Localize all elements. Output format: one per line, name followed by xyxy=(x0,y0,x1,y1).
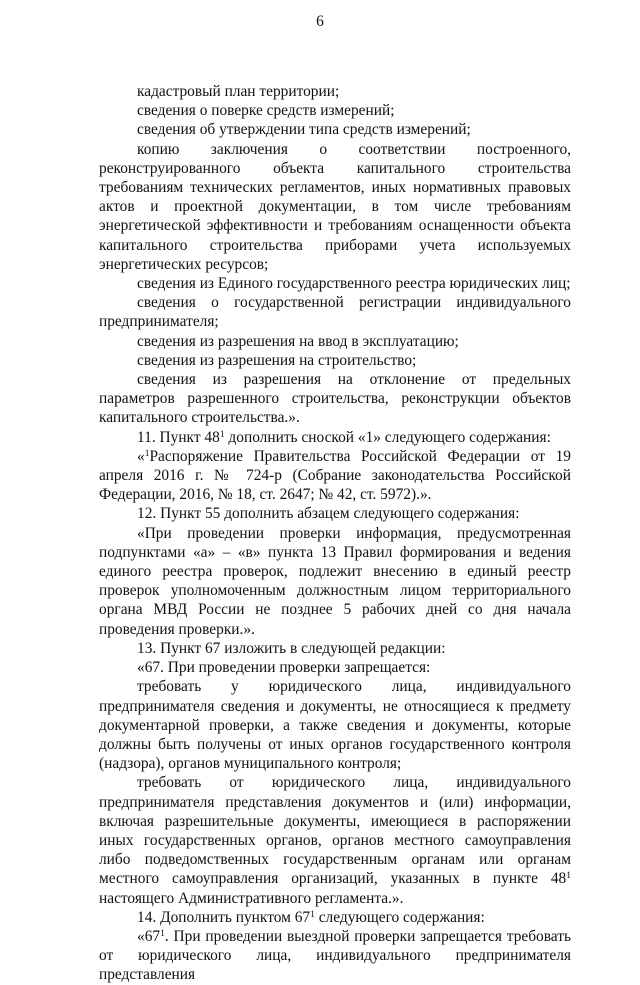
paragraph: сведения о поверке средств измерений; xyxy=(137,102,395,120)
paragraph xyxy=(99,908,571,927)
paragraph: сведения из разрешения на отклонение от предельных параметров разрешенного строительства, реконструкции объектов капитального строительства.». xyxy=(99,371,571,427)
paragraph: сведения из Единого государственного реестра юридических лиц; xyxy=(137,275,571,293)
paragraph: «При проведении проверки информация, предусмотренная подпунктами «а» – «в» пункта 13 Правил формирования и ведения единого реестра проверок, подлежит внесению в единый реестр проверок уполномоченным должностным лицом территориального органа МВД России не позднее 5 рабочих дней со дня начала проведения проверки.». xyxy=(99,524,571,638)
superscript: 1 xyxy=(219,428,225,440)
paragraph-text: требовать от юридического лица, индивидуального предпринимателя представления документов и (или) информации, включая разрешительные документы, имеющиеся в распоряжении иных государственных органов, органов местного самоуправления либо подведомственных государственным органам или органам местного самоуправления организаций, указанных в пункте 48 xyxy=(99,774,571,888)
paragraph xyxy=(99,773,571,907)
paragraph: сведения из разрешения на ввод в эксплуатацию; xyxy=(137,332,459,350)
paragraph-text: настоящего Административного регламента.». xyxy=(99,889,404,907)
paragraph-text: Распоряжение Правительства Российской Федерации от 19 апреля 2016 г. № 724-р (Собрание законодательства Российской Федерации, 2016, № 18, ст. 2647; № 42, ст. 5972).». xyxy=(99,447,571,504)
page-number: 6 xyxy=(316,13,324,30)
paragraph-text: «67 xyxy=(137,927,161,945)
paragraph-text: следующего содержания: xyxy=(314,908,485,926)
paragraph: сведения о государственной регистрации индивидуального предпринимателя; xyxy=(99,294,571,331)
paragraph: требовать у юридического лица, индивидуального предпринимателя сведения и документы, не относящиеся к предмету документарной проверки, а также сведения и документы, которые должны быть получены от иных органов государственного контроля (надзора), органов муниципального контроля; xyxy=(99,678,571,773)
paragraph-text: « xyxy=(137,447,145,465)
paragraph: кадастровый план территории; xyxy=(137,83,340,100)
paragraph xyxy=(99,447,571,505)
paragraph-text: . При проведении выездной проверки запрещается требовать от юридического лица, индивидуального предпринимателя представления xyxy=(99,927,571,984)
paragraph xyxy=(99,927,571,985)
superscript: 1 xyxy=(310,908,315,920)
paragraph: сведения из разрешения на строительство; xyxy=(137,351,417,369)
paragraph xyxy=(99,428,571,447)
paragraph: «67. При проведении проверки запрещается: xyxy=(137,659,431,677)
paragraph-text: дополнить сноской «1» следующего содержания: xyxy=(224,428,551,446)
document-body xyxy=(99,82,571,985)
superscript: 1 xyxy=(566,870,571,882)
paragraph-text: 14. Дополнить пунктом 67 xyxy=(137,908,311,926)
superscript: 1 xyxy=(160,927,165,939)
paragraph: копию заключения о соответствии построенного, реконструированного объекта капитального строительства требованиям технических регламентов, иных нормативных правовых актов и проектной документации, в том числе требованиям энергетической эффективности и требованиям оснащенности объекта капитального строительства приборами учета используемых энергетических ресурсов; xyxy=(99,140,571,273)
paragraph: 12. Пункт 55 дополнить абзацем следующего содержания: xyxy=(137,505,520,523)
paragraph: 13. Пункт 67 изложить в следующей редакции: xyxy=(137,639,446,657)
paragraph: сведения об утверждении типа средств измерений; xyxy=(137,121,471,139)
superscript: 1 xyxy=(144,447,150,459)
paragraph-text: 11. Пункт 48 xyxy=(137,428,220,446)
